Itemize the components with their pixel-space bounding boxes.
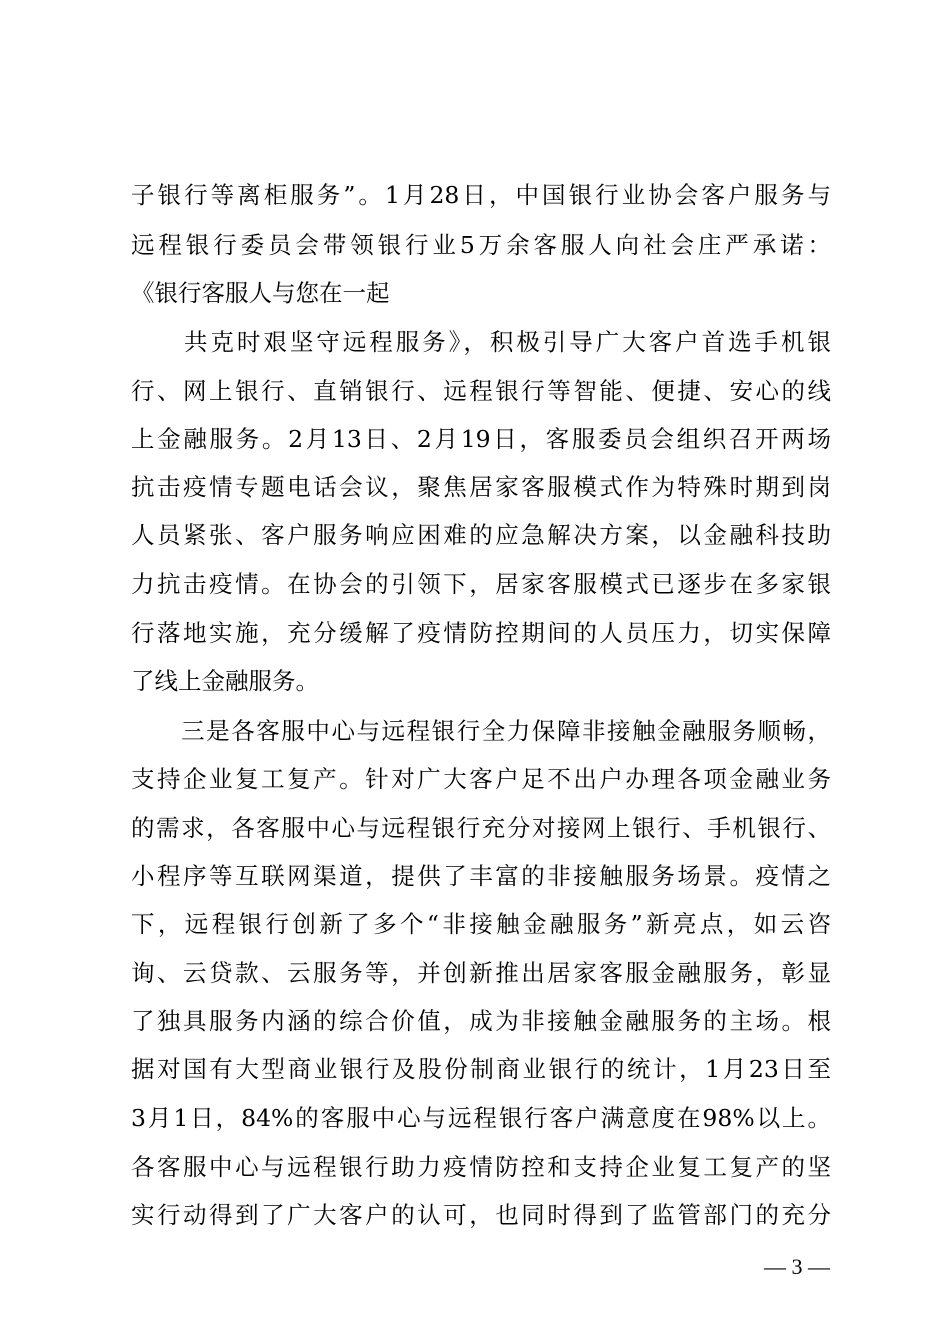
text-line: 下，远程银行创新了多个“非接触金融服务”新亮点，如云咨 <box>131 910 831 938</box>
text-line: 据对国有大型商业银行及股份制商业银行的统计，1月23日至 <box>131 1055 831 1083</box>
page-number: — 3 — <box>764 1254 830 1279</box>
text-line: 小程序等互联网渠道，提供了丰富的非接触服务场景。疫情之 <box>131 862 831 890</box>
text-line: 远程银行委员会带领银行业5万余客服人向社会庄严承诺： <box>131 231 831 259</box>
text-line: 抗击疫情专题电话会议，聚焦居家客服模式作为特殊时期到岗 <box>131 473 831 501</box>
text-line: 行落地实施，充分缓解了疫情防控期间的人员压力，切实保障 <box>131 619 831 647</box>
text-line: 3月1日，84%的客服中心与远程银行客户满意度在98%以上。 <box>131 1104 831 1132</box>
text-line: 《银行客服人与您在一起 <box>131 279 390 307</box>
text-line: 了独具服务内涵的综合价值，成为非接触金融服务的主场。根 <box>131 1007 831 1035</box>
text-line: 上金融服务。2月13日、2月19日，客服委员会组织召开两场 <box>131 425 831 453</box>
text-line: 力抗击疫情。在协会的引领下，居家客服模式已逐步在多家银 <box>131 570 831 598</box>
text-line: 支持企业复工复产。针对广大客户足不出户办理各项金融业务 <box>131 765 831 793</box>
text-line: 询、云贷款、云服务等，并创新推出居家客服金融服务，彰显 <box>131 959 831 987</box>
text-line: 了线上金融服务。 <box>131 667 319 695</box>
text-line: 行、网上银行、直销银行、远程银行等智能、便捷、安心的线 <box>131 377 831 405</box>
text-line: 人员紧张、客户服务响应困难的应急解决方案，以金融科技助 <box>131 521 831 549</box>
text-line: 共克时艰坚守远程服务》，积极引导广大客户首选手机银 <box>131 328 831 356</box>
text-line: 各客服中心与远程银行助力疫情防控和支持企业复工复产的坚 <box>131 1153 831 1181</box>
text-line: 实行动得到了广大客户的认可，也同时得到了监管部门的充分 <box>131 1201 831 1229</box>
text-line: 三是各客服中心与远程银行全力保障非接触金融服务顺畅， <box>131 717 831 745</box>
text-line: 的需求，各客服中心与远程银行充分对接网上银行、手机银行、 <box>131 814 831 842</box>
text-line: 子银行等离柜服务”。1月28日，中国银行业协会客户服务与 <box>131 181 831 209</box>
